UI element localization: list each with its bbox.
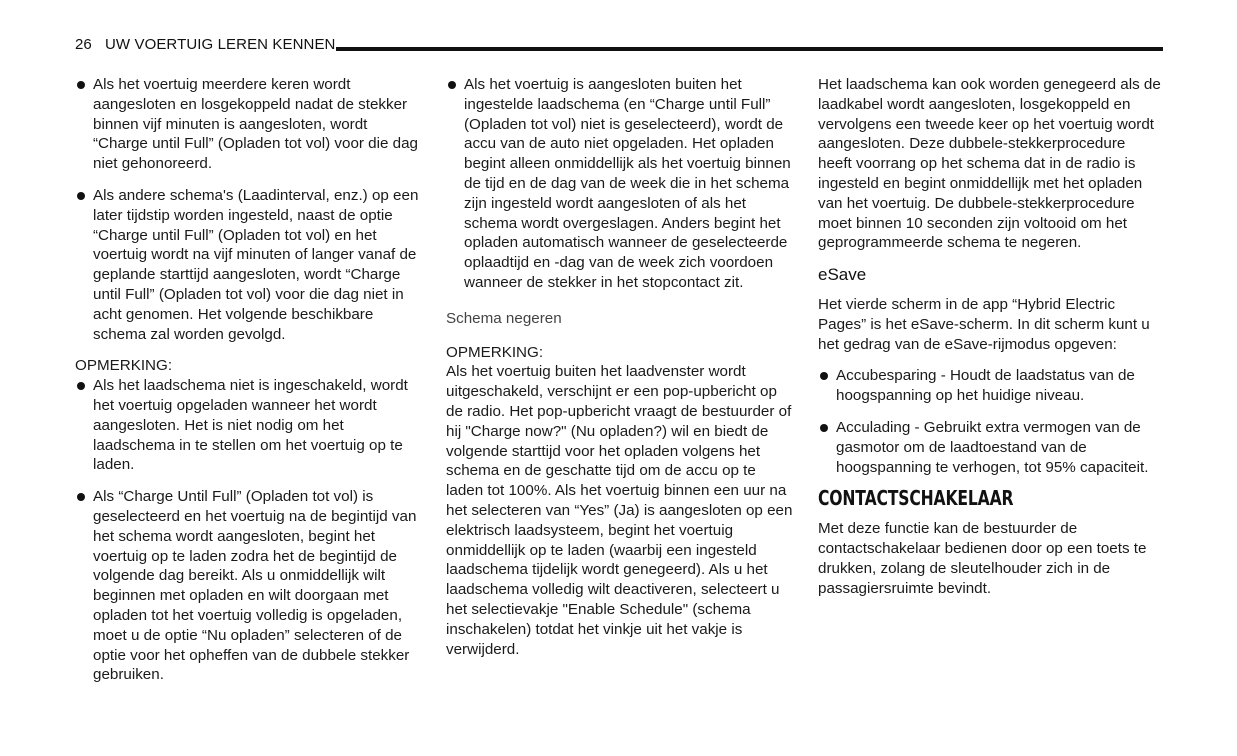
bullet-icon	[820, 424, 828, 432]
list-item: Als “Charge Until Full” (Opladen tot vol) is geselecteerd en het voertuig na de begintijd van het schema wordt aangesloten, begint het voertuig op te laden zodra het de begintijd de volgende dag bereikt. Als u onmiddellijk wilt beginnen met opladen en wilt doorgaan met opladen tot het voertuig volledig is opgeladen, moet u de optie “Nu opladen” selecteren of de optie voor het opheffen van de dubbele stekker gebruiken.	[75, 487, 420, 685]
note-label: OPMERKING:	[446, 343, 544, 361]
bullet-icon	[820, 372, 828, 380]
bullet-icon	[77, 493, 85, 501]
column-1	[75, 75, 420, 697]
bullet-icon	[77, 81, 85, 89]
subheading-schema-negeren: Schema negeren	[446, 309, 562, 327]
contactschakelaar-heading: CONTACTSCHAKELAAR	[818, 486, 1014, 511]
intro-paragraph: Het laadschema kan ook worden genegeerd als de laadkabel wordt aangesloten, losgekoppeld en vervolgens een tweede keer op het voertuig wordt aangesloten. Deze dubbele-stekkerprocedure heeft voorrang op het schema dat in de radio is ingesteld en begint onmiddellijk met het opladen van het voertuig. De dubbele-stekkerprocedure moet binnen 10 seconden zijn voltooid om het geprogrammeerde schema te negeren.	[818, 76, 1161, 252]
page-header	[75, 36, 1163, 56]
list-item: Accubesparing - Houdt de laadstatus van de hoogspanning op het huidige niveau.	[818, 366, 1163, 406]
list-item: Als andere schema's (Laadinterval, enz.) op een later tijdstip worden ingesteld, naast de optie “Charge until Full” (Opladen tot vol) en het voertuig wordt na vijf minuten of langer vanaf de geplande starttijd aangesloten, wordt “Charge until Full” (Opladen tot vol) voor die dag niet in acht genomen. Het volgende beschikbare schema zal worden gevolgd.	[75, 186, 420, 344]
page-number: 26	[75, 36, 92, 53]
note-label: OPMERKING:	[75, 357, 173, 375]
column-3	[818, 75, 1163, 610]
esave-heading: eSave	[818, 265, 867, 285]
list-item: Als het voertuig meerdere keren wordt aangesloten en losgekoppeld nadat de stekker binnen vijf minuten is aangesloten, wordt “Charge until Full” (Opladen tot vol) voor die dag niet gehonoreerd.	[75, 75, 420, 174]
esave-bullet-list	[818, 366, 1163, 477]
contact-paragraph: Met deze functie kan de bestuurder de contactschakelaar bedienen door op een toets te drukken, zolang de sleutelhouder zich in de passagiersruimte bevindt.	[818, 520, 1147, 597]
column-2	[446, 75, 793, 671]
section-title: UW VOERTUIG LEREN KENNEN	[105, 36, 336, 53]
list-item: Acculading - Gebruikt extra vermogen van de gasmotor om de laadtoestand van de hoogspanning te verhogen, tot 95% capaciteit.	[818, 418, 1163, 477]
bullet-list	[446, 75, 793, 293]
note-bullet-list	[75, 376, 420, 685]
bullet-icon	[77, 382, 85, 390]
note-text: Als het voertuig buiten het laadvenster wordt uitgeschakeld, verschijnt er een pop-upbericht op de radio. Het pop-upbericht vraagt de bestuurder of hij "Charge now?" (Nu opladen?) wil en biedt de volgende starttijd voor het opladen volgens het schema en de geschatte tijd om de accu op te laden tot 100%. Als het voertuig binnen een uur na het selecteren van “Yes” (Ja) is aangesloten op een elektrisch laadsysteem, begint het voertuig onmiddellijk op te laden (waarbij een ingesteld laadschema tijdelijk wordt genegeerd). Als u het laadschema volledig wilt deactiveren, selecteert u het selectievakje "Enable Schedule" (schema inschakelen) totdat het vinkje uit het vakje is verwijderd.	[446, 363, 793, 658]
header-rule	[336, 47, 1163, 51]
list-item: Als het voertuig is aangesloten buiten het ingestelde laadschema (en “Charge until Full” (Opladen tot vol) niet is geselecteerd), wordt de accu van de auto niet opgeladen. Het opladen begint alleen onmiddellijk als het voertuig binnen de tijd en de dag van de week die in het schema zijn ingesteld wordt aangesloten of als het schema wordt overgeslagen. Anders begint het opladen automatisch wanneer de geselecteerde oplaadtijd en -dag van de week zich voordoen wanneer de stekker in het stopcontact zit.	[446, 75, 793, 293]
esave-paragraph: Het vierde scherm in de app “Hybrid Electric Pages” is het eSave-scherm. In dit scherm kunt u het gedrag van de eSave-rijmodus opgeven:	[818, 295, 1150, 353]
bullet-list	[75, 75, 420, 344]
bullet-icon	[448, 81, 456, 89]
list-item: Als het laadschema niet is ingeschakeld, wordt het voertuig opgeladen wanneer het wordt aangesloten. Het is niet nodig om het laadschema in te stellen om het voertuig op te laden.	[75, 376, 420, 475]
bullet-icon	[77, 192, 85, 200]
